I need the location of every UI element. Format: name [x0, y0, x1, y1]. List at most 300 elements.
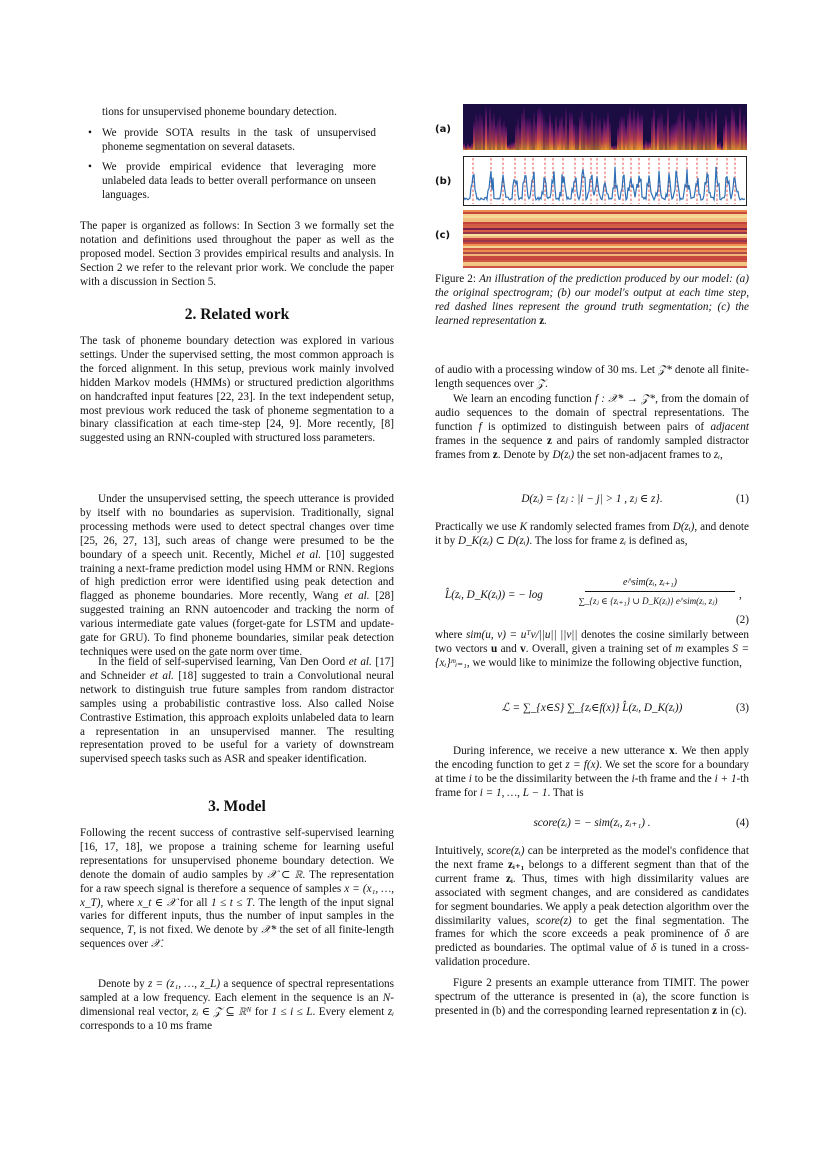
- spectrogram-column: [709, 120, 711, 150]
- equation-2-numerator: e^sim(zᵢ, zᵢ₊₁): [623, 577, 677, 588]
- spectrogram-column: [719, 141, 721, 150]
- rp4-f: v: [520, 642, 526, 655]
- spectrogram-column: [589, 123, 591, 150]
- representation-row: [463, 248, 747, 250]
- representation-row: [463, 228, 747, 230]
- representation-row: [463, 226, 747, 228]
- model-p1-m: the set of all finite-length sequences over: [80, 924, 394, 951]
- equation-2-number: (2): [735, 614, 749, 626]
- caption-end: .: [544, 314, 547, 327]
- right-paragraph-4: [435, 629, 749, 671]
- spectrogram-column: [491, 119, 493, 150]
- spectrogram-column: [649, 141, 651, 150]
- rp2-m: the set non-adjacent frames to: [574, 448, 714, 461]
- spectrogram-column: [527, 118, 529, 150]
- spectrogram-column: [487, 125, 489, 150]
- spectrogram-column: [641, 114, 643, 150]
- representation-row: [463, 264, 747, 266]
- list-item: • We provide empirical evidence that leveraging more unlabeled data leads to better overall performance on unseen languages.: [80, 161, 394, 203]
- spectrogram-column: [593, 124, 595, 150]
- model-p1-d: x = (x₁, …, x_T): [80, 882, 394, 909]
- spectrogram-column: [685, 126, 687, 150]
- representation-row: [463, 218, 747, 220]
- spectrogram-column: [721, 145, 723, 150]
- spectrogram-column: [745, 125, 747, 150]
- model-p2-d: N: [382, 991, 391, 1004]
- rp3-d: D(zᵢ): [672, 521, 695, 533]
- rp5-f: i: [468, 772, 472, 785]
- caption-body: An illustration of the prediction produced by our model: (a) the original spectrogram; (b) our model's output at each time step, red dashed lines represent the ground truth segmentation; (c) the learned representation: [435, 273, 749, 327]
- spectrogram-column: [571, 113, 573, 150]
- spectrogram-column: [615, 145, 617, 150]
- rp4-h: m: [675, 642, 684, 655]
- representation-row: [463, 216, 747, 218]
- spectrogram-column: [569, 112, 571, 150]
- rp5-b: x: [669, 745, 675, 757]
- rp5-j: i + 1: [714, 772, 737, 785]
- caption-lead: Figure 2:: [435, 273, 480, 285]
- model-paragraph-2: [80, 978, 394, 1034]
- spectrogram-column: [507, 145, 509, 150]
- representation-row: [463, 256, 747, 258]
- spectrogram-column: [535, 122, 537, 150]
- representation-row: [463, 242, 747, 244]
- spectrogram-column: [473, 122, 475, 150]
- spectrogram-column: [475, 114, 477, 150]
- spectrogram-column: [477, 117, 479, 150]
- spectrogram-column: [657, 118, 659, 150]
- model-p2-c: a sequence of spectral representations sampled at a low frequency. Each element in the sequence is an: [80, 978, 395, 1004]
- spectrogram-column: [643, 143, 645, 150]
- spectrogram-column: [661, 113, 663, 150]
- rp7-a: Figure 2 presents an example utterance from TIMIT. The power spectrum of the utterance is presented in (a), the score function is presented in (b) and the corresponding learned representation: [435, 977, 749, 1017]
- spectrogram-column: [703, 125, 705, 150]
- spectrogram-column: [567, 127, 569, 150]
- rw-p3-text-b: [17] and Schneider: [80, 656, 395, 682]
- spectrogram-column: [645, 140, 647, 150]
- spectrogram-column: [585, 122, 587, 150]
- rp4-e: and: [497, 642, 521, 655]
- spectrogram-column: [735, 122, 737, 150]
- spectrogram-column: [563, 125, 565, 150]
- spectrogram-column: [591, 111, 593, 150]
- spectrogram-column: [613, 146, 615, 150]
- spectrogram-column: [583, 117, 585, 150]
- spectrogram-column: [517, 118, 519, 150]
- rp4-k: , we would like to minimize the following objective function,: [466, 656, 742, 669]
- rp5-c: . We then apply the encoding function to get: [435, 745, 749, 771]
- representation-row: [463, 262, 747, 264]
- representation-row: [463, 234, 747, 236]
- rp5-k: -th frame for: [435, 772, 749, 799]
- rp5-a: During inference, we receive a new utterance: [453, 745, 670, 757]
- model-p2-g: for: [251, 1005, 272, 1018]
- rp6-f: zᵢ: [505, 872, 513, 885]
- spectrogram-column: [633, 109, 635, 150]
- caption-z: z: [539, 314, 545, 327]
- spectrogram-column: [577, 126, 579, 150]
- spectrogram-column: [623, 116, 625, 150]
- rw-p2-etal-1: et al.: [296, 548, 322, 561]
- representation-row: [463, 230, 747, 232]
- spectrogram-column: [575, 124, 577, 150]
- rw-p3-text-a: In the field of self-supervised learning, Van Den Oord: [98, 656, 349, 668]
- spectrogram-column: [611, 146, 613, 150]
- representation-row: [463, 222, 747, 224]
- representation-row: [463, 224, 747, 226]
- equation-2-denominator: ∑_{zⱼ ∈ {zᵢ₊₁} ∪ D_K(zᵢ)} e^sim(zᵢ, zⱼ): [578, 596, 718, 606]
- related-work-paragraph-1: The task of phoneme boundary detection was explored in various settings. Under the supervised setting, the most common approach is the forced alignment. In this setup, previous work mainly involved hidden Markov models (HMMs) or structured prediction algorithms on handcrafted input features [22, 23]. In the text independent setup, most previous work reduced the task of phoneme segmentation to a binary classification at each time-step [24, 9]. More recently, [8] suggested using an RNN-coupled with structured loss parameters.: [80, 335, 394, 445]
- model-p2-j: zᵢ: [387, 1005, 394, 1018]
- rp2-n: zᵢ: [713, 448, 721, 461]
- spectrogram-column: [523, 107, 525, 150]
- spectrogram-column: [675, 121, 677, 150]
- model-p1-l: 𝒳*: [261, 924, 277, 937]
- spectrogram-column: [463, 143, 465, 150]
- rp2-i: and pairs of randomly sampled distractor frames from: [435, 434, 749, 461]
- spectrogram-column: [495, 124, 497, 150]
- spectrogram-column: [587, 127, 589, 150]
- section-2-heading: 2. Related work: [184, 306, 290, 323]
- model-p1-g: for all: [176, 896, 212, 909]
- equation-1-body: D(zᵢ) = {zⱼ : |i − j| > 1 , zⱼ ∈ z}.: [521, 493, 663, 505]
- model-p2-e: -dimensional real vector,: [80, 991, 394, 1018]
- rp2-e: is optimized to distinguish between pairs of: [481, 420, 711, 433]
- spectrogram-column: [625, 125, 627, 150]
- spectrogram-column: [697, 108, 699, 150]
- equation-4: [435, 817, 749, 831]
- spectrogram-column: [597, 119, 599, 150]
- spectrogram-column: [743, 116, 745, 150]
- spectrogram-column: [741, 121, 743, 150]
- representation-rows: [463, 210, 747, 268]
- rp4-d: u: [490, 642, 498, 655]
- spectrogram-column: [701, 119, 703, 150]
- panel-a-label: (a): [435, 124, 451, 135]
- rp6-e: belongs to a different segment than that of the current frame: [435, 858, 749, 885]
- spectrogram-column: [639, 116, 641, 150]
- rp2-a: We learn an encoding function: [453, 393, 595, 405]
- panel-c-label: (c): [435, 230, 451, 241]
- spectrogram-column: [551, 122, 553, 150]
- model-p1-i: . The length of the input signal varies for different inputs, thus the number of input samples in the sequence,: [80, 896, 394, 937]
- spectrogram-column: [481, 116, 483, 150]
- spectrogram-column: [655, 127, 657, 150]
- model-p1-o: .: [160, 938, 164, 951]
- spectrogram-column: [573, 123, 575, 150]
- representation-row: [463, 236, 747, 238]
- spectrogram-column: [669, 127, 671, 150]
- representation-row: [463, 240, 747, 242]
- spectrogram-column: [605, 121, 607, 150]
- spectrogram-column: [503, 120, 505, 150]
- right-paragraph-3: [435, 521, 749, 549]
- spectrogram-column: [595, 114, 597, 150]
- rp3-g: . The loss for frame: [529, 534, 620, 547]
- spectrogram-column: [493, 113, 495, 150]
- spectrogram-column: [727, 122, 729, 150]
- list-item: • We provide SOTA results in the task of unsupervised phoneme segmentation on several datasets.: [80, 127, 394, 155]
- spectrogram-column: [557, 126, 559, 150]
- spectrogram-column: [531, 122, 533, 150]
- spectrogram-column: [677, 115, 679, 150]
- model-p1-c: . The representation for a raw speech signal is therefore a sequence of samples: [80, 868, 394, 895]
- rp4-a: where: [435, 629, 466, 641]
- rw-p3-etal-2: et al.: [149, 669, 174, 682]
- spectrogram-panel: [463, 104, 747, 150]
- spectrogram-column: [511, 142, 513, 150]
- rp1-c: denote all finite-length sequences over: [435, 364, 749, 390]
- model-p1-n: 𝒳: [150, 938, 161, 951]
- representation-row: [463, 232, 747, 234]
- rp2-d: f: [478, 420, 482, 433]
- rp6-g: . Thus, times with high dissimilarity values are associated with segment changes, and are considered as candidates for segment boundaries. We apply a peak detection algorithm over the dissimilarity values,: [435, 872, 749, 927]
- spectrogram-column: [543, 116, 545, 150]
- spectrogram-column: [651, 117, 653, 150]
- rp6-c: can be interpreted as the model's confidence that the next frame: [435, 845, 749, 871]
- rp7-c: in (c).: [717, 1004, 747, 1017]
- rp2-h: z: [547, 434, 553, 447]
- spectrogram-column: [737, 125, 739, 150]
- rp2-k: . Denote by: [497, 448, 553, 461]
- spectrogram-column: [693, 127, 695, 150]
- related-work-paragraph-3: [80, 656, 394, 767]
- representation-row: [463, 266, 747, 268]
- rp3-a: Practically we use: [435, 521, 520, 533]
- spectrogram-column: [601, 128, 603, 150]
- representation-row: [463, 252, 747, 254]
- spectrogram-column: [659, 114, 661, 150]
- rp3-c: randomly selected frames from: [527, 521, 673, 533]
- rp2-g: frames in the sequence: [435, 434, 548, 447]
- spectrogram-column: [725, 115, 727, 150]
- spectrogram-column: [603, 118, 605, 150]
- model-p1-f: x_t ∈ 𝒳: [137, 896, 177, 909]
- spectrogram-column: [509, 143, 511, 150]
- spectrogram-column: [637, 111, 639, 150]
- figure-2: [435, 104, 749, 270]
- organization-paragraph: The paper is organized as follows: In Section 3 we formally set the notation and definitions used throughout the paper as well as the proposed model. Section 3 provides empirical results and analysis. In Section 2 we refer to the relevant prior work. We conclude the paper with a discussion in Section 5.: [80, 220, 394, 288]
- spectrogram-column: [715, 108, 717, 150]
- section-3-heading: 3. Model: [208, 798, 266, 815]
- spectrogram-column: [483, 124, 485, 150]
- rp6-d: zᵢ₊₁: [507, 858, 525, 871]
- rp5-e: . We set the score for a boundary at time: [435, 758, 750, 785]
- rp5-l: i = 1, …, L − 1: [479, 786, 548, 799]
- spectrogram-column: [687, 117, 689, 150]
- right-paragraph-5: [435, 745, 749, 801]
- rp5-h: i: [631, 772, 635, 785]
- spectrogram-column: [627, 113, 629, 150]
- rp7-b: z: [712, 1004, 718, 1017]
- rp6-i: to get the final segmentation. The frames for which the score exceeds a peak prominence of: [435, 914, 749, 941]
- rp6-j: δ: [724, 928, 730, 941]
- equation-4-number: (4): [735, 817, 749, 829]
- rp5-d: z = f(x): [565, 758, 600, 771]
- spectrogram-column: [683, 108, 685, 150]
- spectrogram-column: [729, 121, 731, 150]
- score-panel: [463, 156, 747, 206]
- rw-p2-text-c: [28] suggested training an RNN autoencoder and tracking the norm of various intermediate gate values (forget-gate for LSTM and update-gate for GRU). To find phoneme boundaries, similar peak detection techniques were used on the gate norm over time.: [80, 590, 395, 658]
- spectrogram-column: [539, 108, 541, 150]
- rp6-h: score(z): [536, 914, 572, 927]
- spectrogram-column: [705, 109, 707, 150]
- spectrogram-column: [717, 144, 719, 150]
- spectrogram-column: [581, 109, 583, 150]
- rp6-l: δ: [650, 942, 657, 955]
- spectrogram-column: [617, 127, 619, 150]
- model-p1-k: , is not fixed. We denote by: [133, 924, 262, 937]
- equation-3: [435, 702, 749, 716]
- spectrogram-column: [689, 119, 691, 150]
- equation-2-lhs: L̂(zᵢ, D_K(zᵢ)) = − log: [445, 589, 543, 601]
- representation-row: [463, 254, 747, 256]
- spectrogram-column: [667, 107, 669, 150]
- rp6-b: score(zᵢ): [487, 845, 525, 857]
- rp2-f: adjacent: [710, 420, 749, 433]
- rp1-d: 𝒵: [536, 377, 546, 390]
- representation-row: [463, 214, 747, 216]
- spectrogram-column: [711, 112, 713, 150]
- spectrogram-column: [607, 112, 609, 150]
- spectrogram-column: [733, 111, 735, 150]
- model-p2-a: Denote by: [98, 978, 148, 990]
- representation-row: [463, 250, 747, 252]
- rp4-j: S = {xᵢ}ᵐᵢ₌₁: [435, 642, 749, 669]
- model-p1-h: 1 ≤ t ≤ T: [211, 896, 253, 909]
- spectrogram-column: [707, 116, 709, 150]
- representation-row: [463, 258, 747, 260]
- rw-p3-etal-1: et al.: [348, 656, 372, 668]
- spectrogram-column: [663, 124, 665, 150]
- spectrogram-column: [739, 107, 741, 150]
- equation-2-comma: ,: [739, 589, 742, 601]
- rp3-e: , and denote it by: [435, 521, 750, 547]
- representation-row: [463, 238, 747, 240]
- rp4-g: . Overall, given a training set of: [525, 642, 676, 655]
- spectrogram-column: [665, 121, 667, 150]
- model-p2-k: corresponds to a 10 ms frame: [80, 1019, 213, 1032]
- panel-b-label: (b): [435, 176, 452, 187]
- spectrogram-column: [695, 118, 697, 150]
- intro-continuation: tions for unsupervised phoneme boundary detection.: [102, 106, 337, 118]
- spectrogram-column: [525, 118, 527, 150]
- model-p2-f: zᵢ ∈ 𝒵 ⊆ ℝᴺ: [192, 1005, 252, 1018]
- rp2-b: f : 𝒳* → 𝒵*: [594, 393, 656, 405]
- model-p1-j: T: [126, 924, 134, 937]
- spectrogram-column: [681, 120, 683, 150]
- spectrogram-column: [731, 108, 733, 150]
- spectrogram-column: [565, 108, 567, 150]
- spectrogram-column: [505, 126, 507, 150]
- spectrogram-column: [529, 118, 531, 150]
- rp6-a: Intuitively,: [435, 845, 488, 857]
- spectrogram-column: [513, 141, 515, 150]
- rp1-b: 𝒵*: [657, 364, 673, 376]
- spectrogram-column: [629, 108, 631, 150]
- spectrogram-column: [485, 107, 487, 150]
- spectrogram-column: [537, 109, 539, 150]
- model-p2-i: . Every element: [312, 1005, 388, 1018]
- equation-4-body: score(zᵢ) = − sim(zᵢ, zᵢ₊₁) .: [533, 817, 651, 829]
- rp2-o: ,: [720, 448, 723, 461]
- rp2-j: z: [492, 448, 498, 461]
- right-paragraph-7: [435, 977, 749, 1019]
- rp4-c: denotes the cosine similarly between two vectors: [435, 629, 749, 655]
- spectrogram-column: [501, 125, 503, 150]
- spectrogram-column: [553, 128, 555, 150]
- rp2-l: D(zᵢ): [552, 448, 575, 461]
- spectrogram-column: [497, 118, 499, 150]
- spectrogram-column: [489, 107, 491, 150]
- rp3-i: is defined as,: [625, 534, 688, 547]
- spectrogram-column: [469, 146, 471, 150]
- rw-p2-text-b: [10] suggested training a next-frame prediction model using HMM or RNN. Regions of high prediction error were identified using peak detection and flagged as phoneme boundaries. More recently, Wang: [80, 548, 394, 603]
- spectrogram-column: [699, 119, 701, 150]
- rp3-b: K: [519, 521, 528, 533]
- spectrogram-column: [619, 118, 621, 150]
- rp4-b: sim(u, v) = uᵀv/||u|| ||v||: [465, 629, 578, 641]
- spectrogram-column: [547, 123, 549, 150]
- representation-row: [463, 210, 747, 212]
- rp3-f: D_K(zᵢ) ⊂ D(zᵢ): [458, 534, 530, 547]
- spectrogram-column: [515, 125, 517, 150]
- contributions-list: [80, 127, 394, 209]
- spectrogram-column: [549, 113, 551, 150]
- rp3-h: zᵢ: [619, 534, 626, 547]
- spectrogram-column: [519, 127, 521, 150]
- rp6-k: are predicted as boundaries. The optimal value of: [435, 928, 749, 955]
- rp5-g: to be the dissimilarity between the: [471, 772, 632, 785]
- rp1-a: of audio with a processing window of 30 ms. Let: [435, 364, 658, 376]
- representation-panel: [463, 210, 747, 268]
- spectrogram-column: [609, 122, 611, 150]
- spectrogram-column: [671, 124, 673, 150]
- right-paragraph-1: [435, 364, 749, 392]
- spectrogram-column: [499, 116, 501, 150]
- spectrogram-column: [647, 142, 649, 150]
- spectrogram-column: [691, 121, 693, 150]
- rw-p2-text-a: Under the unsupervised setting, the speech utterance is provided by itself with no boundaries as supervision. Traditionally, signal processing methods were used to detect spectral changes over time [25, 26, 27, 13], such areas of change were presumed to be the boundary of a speech unit. Recently, Michel: [80, 493, 394, 561]
- rp4-i: examples: [683, 642, 733, 655]
- spectrogram-column: [559, 118, 561, 150]
- right-paragraph-2: [435, 393, 749, 463]
- rp5-m: . That is: [547, 786, 584, 799]
- spectrogram-column: [479, 113, 481, 150]
- spectrogram-column: [679, 110, 681, 150]
- fraction-bar: [585, 591, 735, 592]
- rp1-e: .: [545, 377, 548, 390]
- equation-3-body: ℒ = ∑_{x∈S} ∑_{zᵢ∈f(x)} L̂(zᵢ, D_K(zᵢ)): [501, 702, 683, 714]
- equation-3-number: (3): [735, 702, 749, 714]
- spectrogram-column: [561, 115, 563, 150]
- model-p2-h: 1 ≤ i ≤ L: [271, 1005, 313, 1018]
- model-p1-e: , where: [100, 896, 138, 909]
- spectrogram-column: [521, 113, 523, 150]
- rw-p3-text-c: [18] suggested to train a Convolutional neural network to distinguish true future samples from random distractor samples using a probabilistic contrastive loss. Also called Noise Contrastive Estimation, this approach exploits unlabeled data to learn a representation in an unsupervised manner. The resulting representation proved to be useful for a variety of downstream supervised speech tasks such as ASR and speaker identification.: [80, 669, 394, 766]
- spectrogram-column: [635, 117, 637, 150]
- spectrogram-column: [555, 115, 557, 150]
- right-paragraph-6: [435, 845, 749, 970]
- model-paragraph-1: [80, 827, 394, 952]
- equation-2: [435, 576, 749, 626]
- spectrogram-column: [465, 145, 467, 150]
- spectrogram-column: [713, 123, 715, 150]
- representation-row: [463, 244, 747, 246]
- equation-1-number: (1): [735, 493, 749, 505]
- model-p2-b: z = (z₁, …, z_L): [147, 978, 221, 990]
- spectrogram-column: [533, 112, 535, 150]
